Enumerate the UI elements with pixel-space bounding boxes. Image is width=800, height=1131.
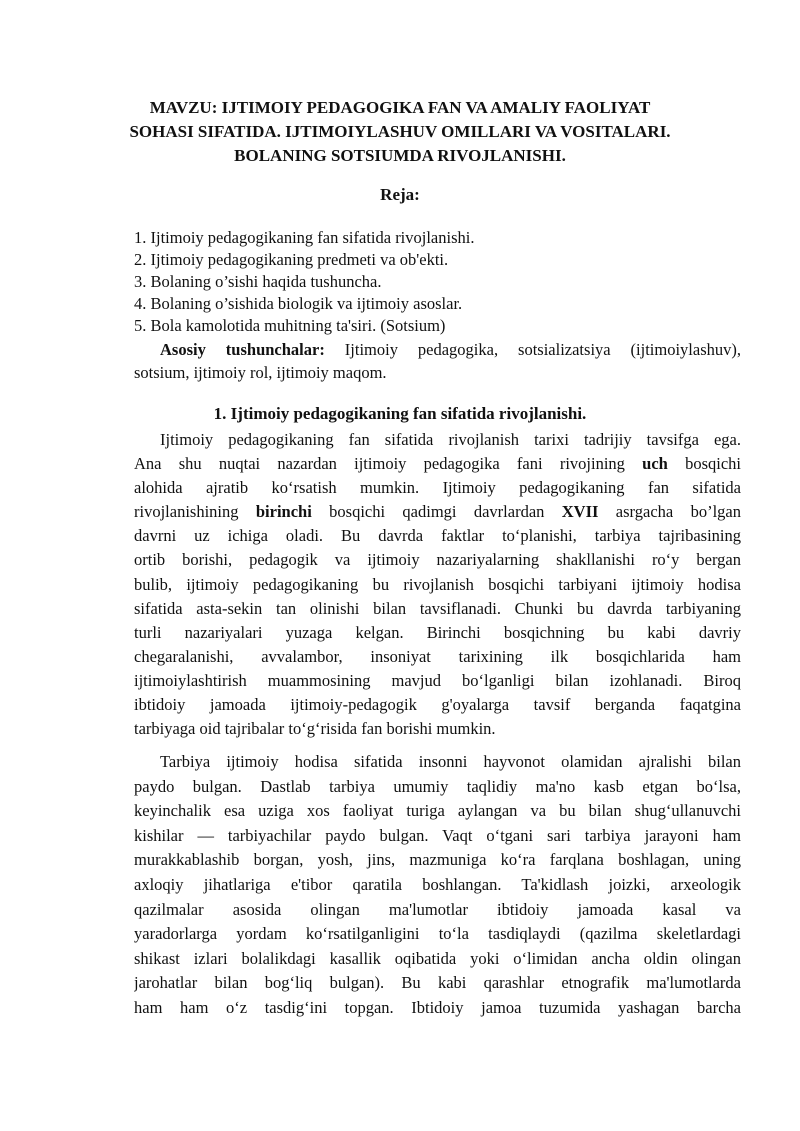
paragraph-line: murakkablashib borgan, yosh, jins, mazmuniga ko‘ra farqlana boshlagan, uning (134, 850, 741, 870)
section-heading: 1. Ijtimoiy pedagogikaning fan sifatida rivojlanishi. (213, 404, 587, 423)
paragraph-line (134, 452, 741, 476)
paragraph-2 (134, 750, 741, 1021)
paragraph-line: turli nazariyalari yuzaga kelgan. Birinchi bosqichning bu kabi davriy (134, 622, 741, 642)
plan-item: 5. Bola kamolotida muhitning ta'siri. (Sotsium) (134, 316, 446, 335)
text-run: asrgacha bo’lgan (598, 502, 741, 522)
bold-text: birinchi (255, 502, 312, 522)
paragraph-line: kishilar — tarbiyachilar paydo bulgan. Vaqt o‘tgani sari tarbiya jarayoni ham (134, 825, 741, 845)
paragraph-line: alohida ajratib ko‘rsatish mumkin. Ijtimoiy pedagogikaning fan sifatida (134, 478, 741, 498)
text-run: bosqichi qadimgi davrlardan (311, 502, 562, 522)
paragraph-line: ibtidoiy jamoada ijtimoiy-pedagogik g'oyalarga tavsif berganda faqatgina (134, 695, 741, 715)
paragraph-line: jarohatlar bilan bog‘liq bulgan). Bu kabi qarashlar etnografik ma'lumotlarda (134, 973, 741, 993)
paragraph-line (134, 500, 741, 524)
text-run: Ana shu nuqtai nazardan ijtimoiy pedagogika fani rivojining (134, 454, 643, 474)
title-line-1: MAVZU: IJTIMOIY PEDAGOGIKA FAN VA AMALIY FAOLIYAT (149, 98, 651, 117)
document-title (120, 96, 680, 168)
plan-heading: Reja: (380, 185, 420, 204)
paragraph-line: ortib borishi, pedagogik va ijtimoiy nazariyalarning shakllanishi ro‘y bergan (134, 550, 741, 570)
key-concepts-text: Ijtimoiy pedagogika, sotsializatsiya (ijtimoiylashuv), (324, 340, 741, 359)
paragraph-line: chegaralanishi, avvalambor, insoniyat tarixining ilk bosqichlarida ham (134, 646, 741, 666)
text-run: rivojlanishining (134, 502, 256, 522)
paragraph-line: ijtimoiylashtirish muammosining mavjud bo‘lganligi bilan izohlanadi. Biroq (134, 670, 741, 690)
paragraph-line: paydo bulgan. Dastlab tarbiya umumiy taqlidiy ma'no kasb etgan bo‘lsa, (134, 776, 741, 796)
plan-item: 2. Ijtimoiy pedagogikaning predmeti va ob'ekti. (134, 250, 449, 269)
text-run: bosqichi (667, 454, 741, 474)
plan-list (134, 227, 744, 337)
paragraph-line: ham ham o‘z tasdig‘ini topgan. Ibtidoiy jamoa tuzumida yashagan barcha (134, 997, 741, 1017)
paragraph-line: sifatida asta-sekin tan olinishi bilan tavsiflanadi. Chunki bu davrda tarbiyaning (134, 598, 741, 618)
paragraph-line: shikast izlari bolalikdagi kasallik oqibatida yoki o‘limidan ancha oldin olingan (134, 948, 741, 968)
paragraph-line: qazilmalar asosida olingan ma'lumotlar ibtidoiy jamoada kasal va (134, 899, 741, 919)
title-line-3: BOLANING SOTSIUMDA RIVOJLANISHI. (234, 146, 566, 165)
key-concepts-line (134, 338, 741, 361)
paragraph-line: Tarbiya ijtimoiy hodisa sifatida insonni hayvonot olamidan ajralishi bilan (160, 752, 741, 771)
key-concepts-line: sotsium, ijtimoiy rol, ijtimoiy maqom. (134, 363, 387, 382)
paragraph-1 (134, 428, 741, 741)
title-line-2: SOHASI SIFATIDA. IJTIMOIYLASHUV OMILLARI VA VOSITALARI. (129, 122, 671, 141)
paragraph-line: Ijtimoiy pedagogikaning fan sifatida rivojlanish tarixi tadrijiy tavsifga ega. (160, 430, 741, 449)
paragraph-line: yaradorlarga yordam ko‘rsatilganligini to‘la tasdiqlaydi (qazilma skeletlardagi (134, 924, 741, 944)
bold-text: XVII (561, 502, 599, 522)
plan-item: 3. Bolaning o’sishi haqida tushuncha. (134, 272, 382, 291)
bold-text: uch (642, 454, 668, 474)
paragraph-line: davrni uz ichiga oladi. Bu davrda faktlar to‘planishi, tarbiya tajribasining (134, 526, 741, 546)
plan-item: 4. Bolaning o’sishida biologik va ijtimoiy asoslar. (134, 294, 463, 313)
paragraph-line: bulib, ijtimoiy pedagogikaning bu rivojlanish bosqichi tarbiyani ijtimoiy hodisa (134, 574, 741, 594)
paragraph-line: tarbiyaga oid tajribalar to‘g‘risida fan borishi mumkin. (134, 719, 496, 739)
key-concepts-label: Asosiy tushunchalar: (160, 340, 325, 359)
paragraph-line: axloqiy jihatlariga e'tibor qaratila boshlangan. Ta'kidlash joizki, arxeologik (134, 874, 741, 894)
paragraph-line: keyinchalik esa uziga xos faoliyat turiga aylangan va bu bilan shug‘ullanuvchi (134, 801, 741, 821)
plan-item: 1. Ijtimoiy pedagogikaning fan sifatida rivojlanishi. (134, 228, 475, 247)
key-concepts (134, 338, 741, 384)
